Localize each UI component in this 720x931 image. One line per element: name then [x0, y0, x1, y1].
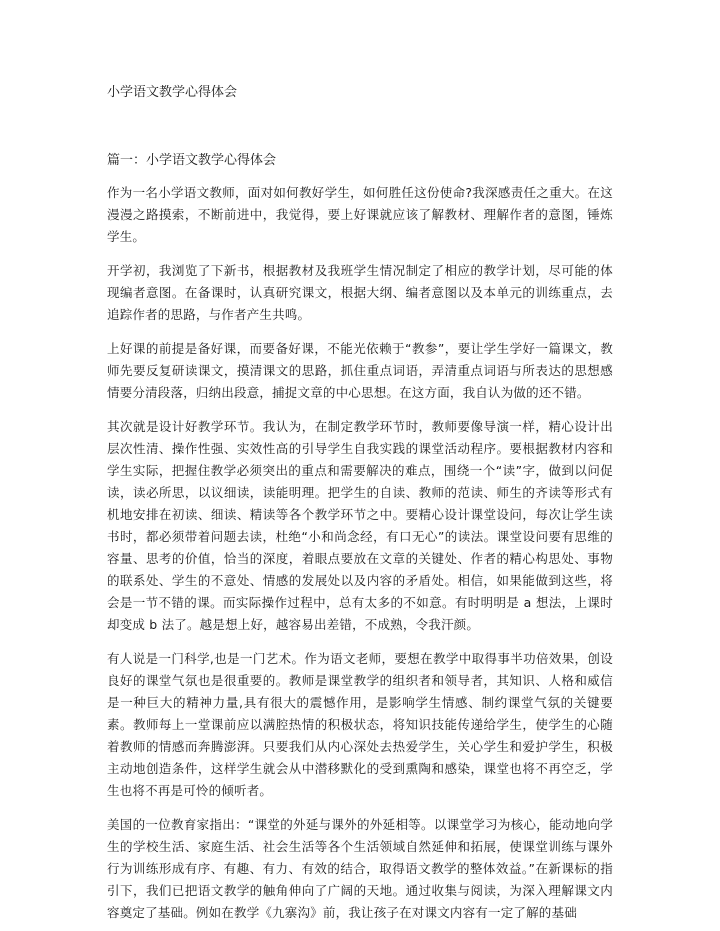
paragraph-6: 美国的一位教育家指出：“课堂的外延与课外的外延相等。以课堂学习为核心，能动地向学生的学校生活、家庭生活、社会生活等各个生活领域自然延伸和拓展，使课堂训练与课外行为训练形成有序、有趣、有力、有效的结合，取得语文教学的整体效益。”在新课标的指引下，我们已把语文教学的触角伸向了广阔的天地。通过收集与阅读，为深入理解课文内容奠定了基础。例如在教学《九寨沟》前，我让孩子在对课文内容有一定了解的基础: [107, 817, 613, 920]
paragraph-3: 上好课的前提是备好课，而要备好课，不能光依赖于“教参”，要让学生学好一篇课文，教师先要反复研读课文，摸清课文的思路，抓住重点词语，弄清重点词语与所表达的思想感情要分清段落，归纳出段意，捕捉文章的中心思想。在这方面，我自认为做的还不错。: [107, 341, 613, 400]
section-title: 篇一：小学语文教学心得体会: [107, 153, 277, 168]
document-title: 小学语文教学心得体会: [107, 85, 238, 100]
paragraph-2: 开学初，我浏览了下新书，根据教材及我班学生情况制定了相应的教学计划，尽可能的体现编者意图。在备课时，认真研究课文，根据大纲、编者意图以及本单元的训练重点，去追踪作者的思路，与作者产生共鸣。: [107, 263, 613, 322]
paragraph-5: 有人说是一门科学,也是一门艺术。作为语文老师，要想在教学中取得事半功倍效果，创设良好的课堂气氛也是很重要的。教师是课堂教学的组织者和领导者，其知识、人格和威信是一种巨大的精神力量,具有很大的震憾作用，是影响学生情感、制约课堂气氛的关键要素。教师每上一堂课前应以满腔热情的积极状态，将知识技能传递给学生，使学生的心随着教师的情感而奔腾澎湃。只要我们从内心深处去热爱学生，关心学生和爱护学生，积极主动地创造条件，这样学生就会从中潜移默化的受到熏陶和感染，课堂也将不再空乏，学生也将不再是可怜的倾听者。: [107, 651, 613, 798]
paragraph-1: 作为一名小学语文教师，面对如何教好学生，如何胜任这份使命?我深感责任之重大。在这漫漫之路摸索，不断前进中，我觉得，要上好课就应该了解教材、理解作者的意图，锤炼学生。: [107, 185, 613, 244]
paragraph-4: 其次就是设计好教学环节。我认为，在制定教学环节时，教师要像导演一样，精心设计出层次性清、操作性强、实效性高的引导学生自我实践的课堂活动程序。要根据教材内容和学生实际，把握住教学必须突出的重点和需要解决的难点，围绕一个“读”字，做到以问促读，读必所思，以议细读，读能明理。把学生的自读、教师的范读、师生的齐读等形式有机地安排在初读、细读、精读等各个教学环节之中。要精心设计课堂设问，每次让学生读书时，都必须带着问题去读，杜绝“小和尚念经，有口无心”的读法。课堂设问要有思维的容量、思考的价值，恰当的深度，着眼点要放在文章的关键处、作者的精心构思处、事物的联系处、学生的不意处、情感的发展处以及内容的矛盾处。相信，如果能做到这些，将会是一节不错的课。而实际操作过程中，总有太多的不如意。有时明明是 a 想法，上课时却变成 b 法了。越是想上好，越容易出差错，不成熟，令我汗颜。: [107, 419, 613, 632]
